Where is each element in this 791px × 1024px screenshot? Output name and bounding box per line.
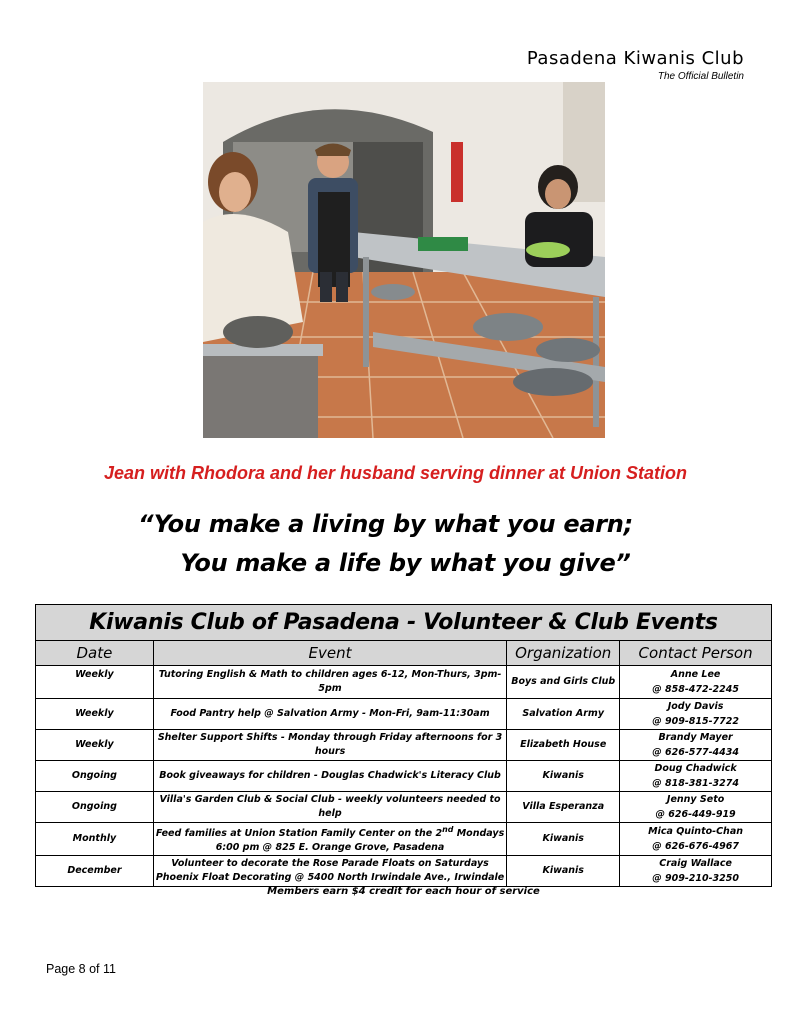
table-title: Kiwanis Club of Pasadena - Volunteer & Club Events bbox=[36, 605, 772, 641]
row-organization: Villa Esperanza bbox=[507, 792, 620, 823]
table-row bbox=[36, 730, 772, 761]
event-line-1 bbox=[155, 825, 505, 840]
page-number: Page 8 of 11 bbox=[46, 962, 116, 976]
contact-phone: @ 909-815-7722 bbox=[652, 716, 739, 727]
table-row bbox=[36, 699, 772, 730]
table-row bbox=[36, 761, 772, 792]
row-contact bbox=[620, 730, 772, 761]
events-table bbox=[35, 604, 772, 887]
row-contact bbox=[620, 792, 772, 823]
bulletin-title: Pasadena Kiwanis Club bbox=[526, 48, 744, 69]
row-event: Shelter Support Shifts - Monday through Friday afternoons for 3 hours bbox=[153, 730, 506, 761]
row-contact bbox=[620, 823, 772, 856]
event-line-1-text: Feed families at Union Station Family Center on the 2 bbox=[155, 828, 443, 840]
row-event bbox=[153, 856, 506, 887]
row-date: Weekly bbox=[36, 666, 154, 699]
contact-phone: @ 626-577-4434 bbox=[652, 747, 739, 758]
row-date: Weekly bbox=[36, 730, 154, 761]
ordinal-suffix: nd bbox=[442, 825, 454, 834]
table-row bbox=[36, 792, 772, 823]
row-event: Tutoring English & Math to children ages 6-12, Mon-Thurs, 3pm-5pm bbox=[153, 666, 506, 699]
contact-phone: @ 626-676-4967 bbox=[652, 841, 739, 853]
row-organization: Salvation Army bbox=[507, 699, 620, 730]
row-event: Food Pantry help @ Salvation Army - Mon-Fri, 9am-11:30am bbox=[153, 699, 506, 730]
row-event: Book giveaways for children - Douglas Chadwick's Literacy Club bbox=[153, 761, 506, 792]
quote-line-1: “You make a living by what you earn; bbox=[138, 510, 633, 538]
row-date: Ongoing bbox=[36, 792, 154, 823]
row-organization: Kiwanis bbox=[507, 823, 620, 856]
table-header-row bbox=[36, 641, 772, 666]
row-contact bbox=[620, 856, 772, 887]
contact-phone: @ 818-381-3274 bbox=[652, 778, 739, 789]
row-date: Weekly bbox=[36, 699, 154, 730]
row-date: Ongoing bbox=[36, 761, 154, 792]
row-organization: Kiwanis bbox=[507, 761, 620, 792]
row-contact bbox=[620, 666, 772, 699]
table-row bbox=[36, 666, 772, 699]
photo-caption: Jean with Rhodora and her husband serving dinner at Union Station bbox=[103, 463, 688, 483]
column-header-organization: Organization bbox=[507, 641, 620, 666]
bulletin-subtitle: The Official Bulletin bbox=[657, 71, 744, 82]
row-contact bbox=[620, 761, 772, 792]
event-line-1-tail: Mondays bbox=[453, 828, 505, 840]
column-header-date: Date bbox=[36, 641, 154, 666]
row-organization: Elizabeth House bbox=[507, 730, 620, 761]
contact-phone: @ 858-472-2245 bbox=[652, 684, 739, 695]
table-row bbox=[36, 823, 772, 856]
event-line-1: Volunteer to decorate the Rose Parade Floats on Saturdays bbox=[171, 858, 489, 870]
quote-line-2: You make a life by what you give” bbox=[180, 549, 631, 577]
contact-name: Jody Davis bbox=[667, 701, 724, 712]
table-row bbox=[36, 856, 772, 887]
kitchen-photo bbox=[203, 82, 605, 438]
row-event: Villa's Garden Club & Social Club - weekly volunteers needed to help bbox=[153, 792, 506, 823]
row-event bbox=[153, 823, 506, 856]
event-line-2: Phoenix Float Decorating @ 5400 North Irwindale Ave., Irwindale bbox=[155, 872, 505, 884]
row-date: December bbox=[36, 856, 154, 887]
contact-name: Anne Lee bbox=[670, 669, 721, 680]
row-date: Monthly bbox=[36, 823, 154, 856]
column-header-contact: Contact Person bbox=[620, 641, 772, 666]
contact-name: Doug Chadwick bbox=[654, 763, 737, 774]
contact-phone: @ 626-449-919 bbox=[655, 809, 736, 820]
table-title-row bbox=[36, 605, 772, 641]
column-header-event: Event bbox=[153, 641, 506, 666]
contact-phone: @ 909-210-3250 bbox=[652, 873, 739, 885]
contact-name: Mica Quinto-Chan bbox=[648, 826, 743, 838]
contact-name: Jenny Seto bbox=[666, 794, 725, 805]
row-contact bbox=[620, 699, 772, 730]
row-organization: Kiwanis bbox=[507, 856, 620, 887]
contact-name: Craig Wallace bbox=[659, 858, 732, 870]
contact-name: Brandy Mayer bbox=[658, 732, 733, 743]
event-line-2: 6:00 pm @ 825 E. Orange Grove, Pasadena bbox=[215, 842, 445, 854]
row-organization: Boys and Girls Club bbox=[507, 666, 620, 699]
table-footnote: Members earn $4 credit for each hour of service bbox=[267, 886, 540, 897]
